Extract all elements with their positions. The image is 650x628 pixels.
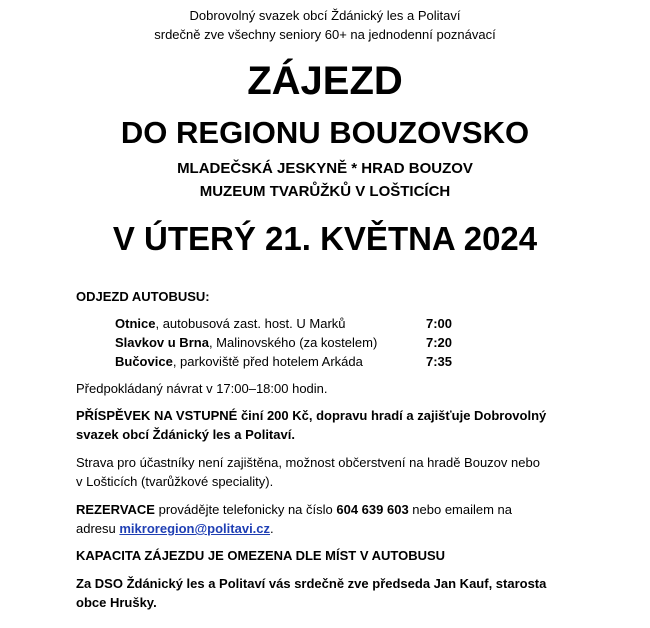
reservation-line-1: [76, 500, 576, 520]
departure-detail: , parkoviště před hotelem Arkáda: [172, 354, 363, 369]
intro-line-1: Dobrovolný svazek obcí Ždánický les a Politaví: [189, 8, 461, 23]
departure-time: 7:00: [426, 316, 453, 331]
closing-line-2: obce Hrušky.: [76, 595, 157, 610]
departure-detail: , Malinovského (za kostelem): [208, 335, 378, 350]
departure-place: Otnice: [115, 316, 156, 331]
reservation-line-2: [76, 519, 576, 539]
intro-line-2: srdečně zve všechny seniory 60+ na jednodenní poznávací: [154, 27, 496, 42]
page-subtitle: DO REGIONU BOUZOVSKO: [120, 115, 530, 150]
contribution-line-2: svazek obcí Ždánický les a Politaví.: [76, 427, 295, 442]
return-time-text: Předpokládaný návrat v 17:00–18:00 hodin.: [76, 381, 328, 396]
departure-time: 7:20: [426, 335, 453, 350]
departure-row: [115, 352, 475, 372]
reservation-label: REZERVACE: [76, 502, 155, 517]
contribution-line-1: PŘÍSPĚVEK NA VSTUPNÉ činí 200 Kč, dopravu hradí a zajišťuje Dobrovolný: [76, 408, 547, 423]
reservation-text: provádějte telefonicky na číslo: [154, 502, 337, 517]
capacity-notice: KAPACITA ZÁJEZDU JE OMEZENA DLE MÍST V AUTOBUSU: [76, 548, 446, 563]
trip-date: V ÚTERÝ 21. KVĚTNA 2024: [112, 220, 538, 257]
departure-place: Slavkov u Brna: [115, 335, 209, 350]
reservation-text-2: nebo emailem na: [408, 502, 513, 517]
food-line-1: Strava pro účastníky není zajištěna, možnost občerstvení na hradě Bouzov nebo: [76, 455, 540, 470]
places-line-2: MUZEUM TVARŮŽKŮ V LOŠTICÍCH: [199, 183, 451, 200]
departure-place: Bučovice: [115, 354, 173, 369]
departure-row: [115, 314, 475, 334]
reservation-prefix: adresu: [76, 521, 120, 536]
email-link[interactable]: mikroregion@politavi.cz: [119, 521, 271, 536]
reservation-suffix: .: [270, 521, 274, 536]
departure-row: [115, 333, 475, 353]
departure-time: 7:35: [426, 354, 453, 369]
closing-line-1: Za DSO Ždánický les a Politaví vás srdečně zve předseda Jan Kauf, starosta: [76, 576, 547, 591]
reservation-phone: 604 639 603: [336, 502, 409, 517]
page-title: ZÁJEZD: [247, 59, 403, 103]
food-line-2: v Lošticích (tvarůžkové speciality).: [76, 474, 274, 489]
places-line-1: MLADEČSKÁ JESKYNĚ * HRAD BOUZOV: [177, 160, 473, 177]
departure-detail: , autobusová zast. host. U Marků: [155, 316, 346, 331]
departure-heading: ODJEZD AUTOBUSU:: [76, 289, 210, 304]
